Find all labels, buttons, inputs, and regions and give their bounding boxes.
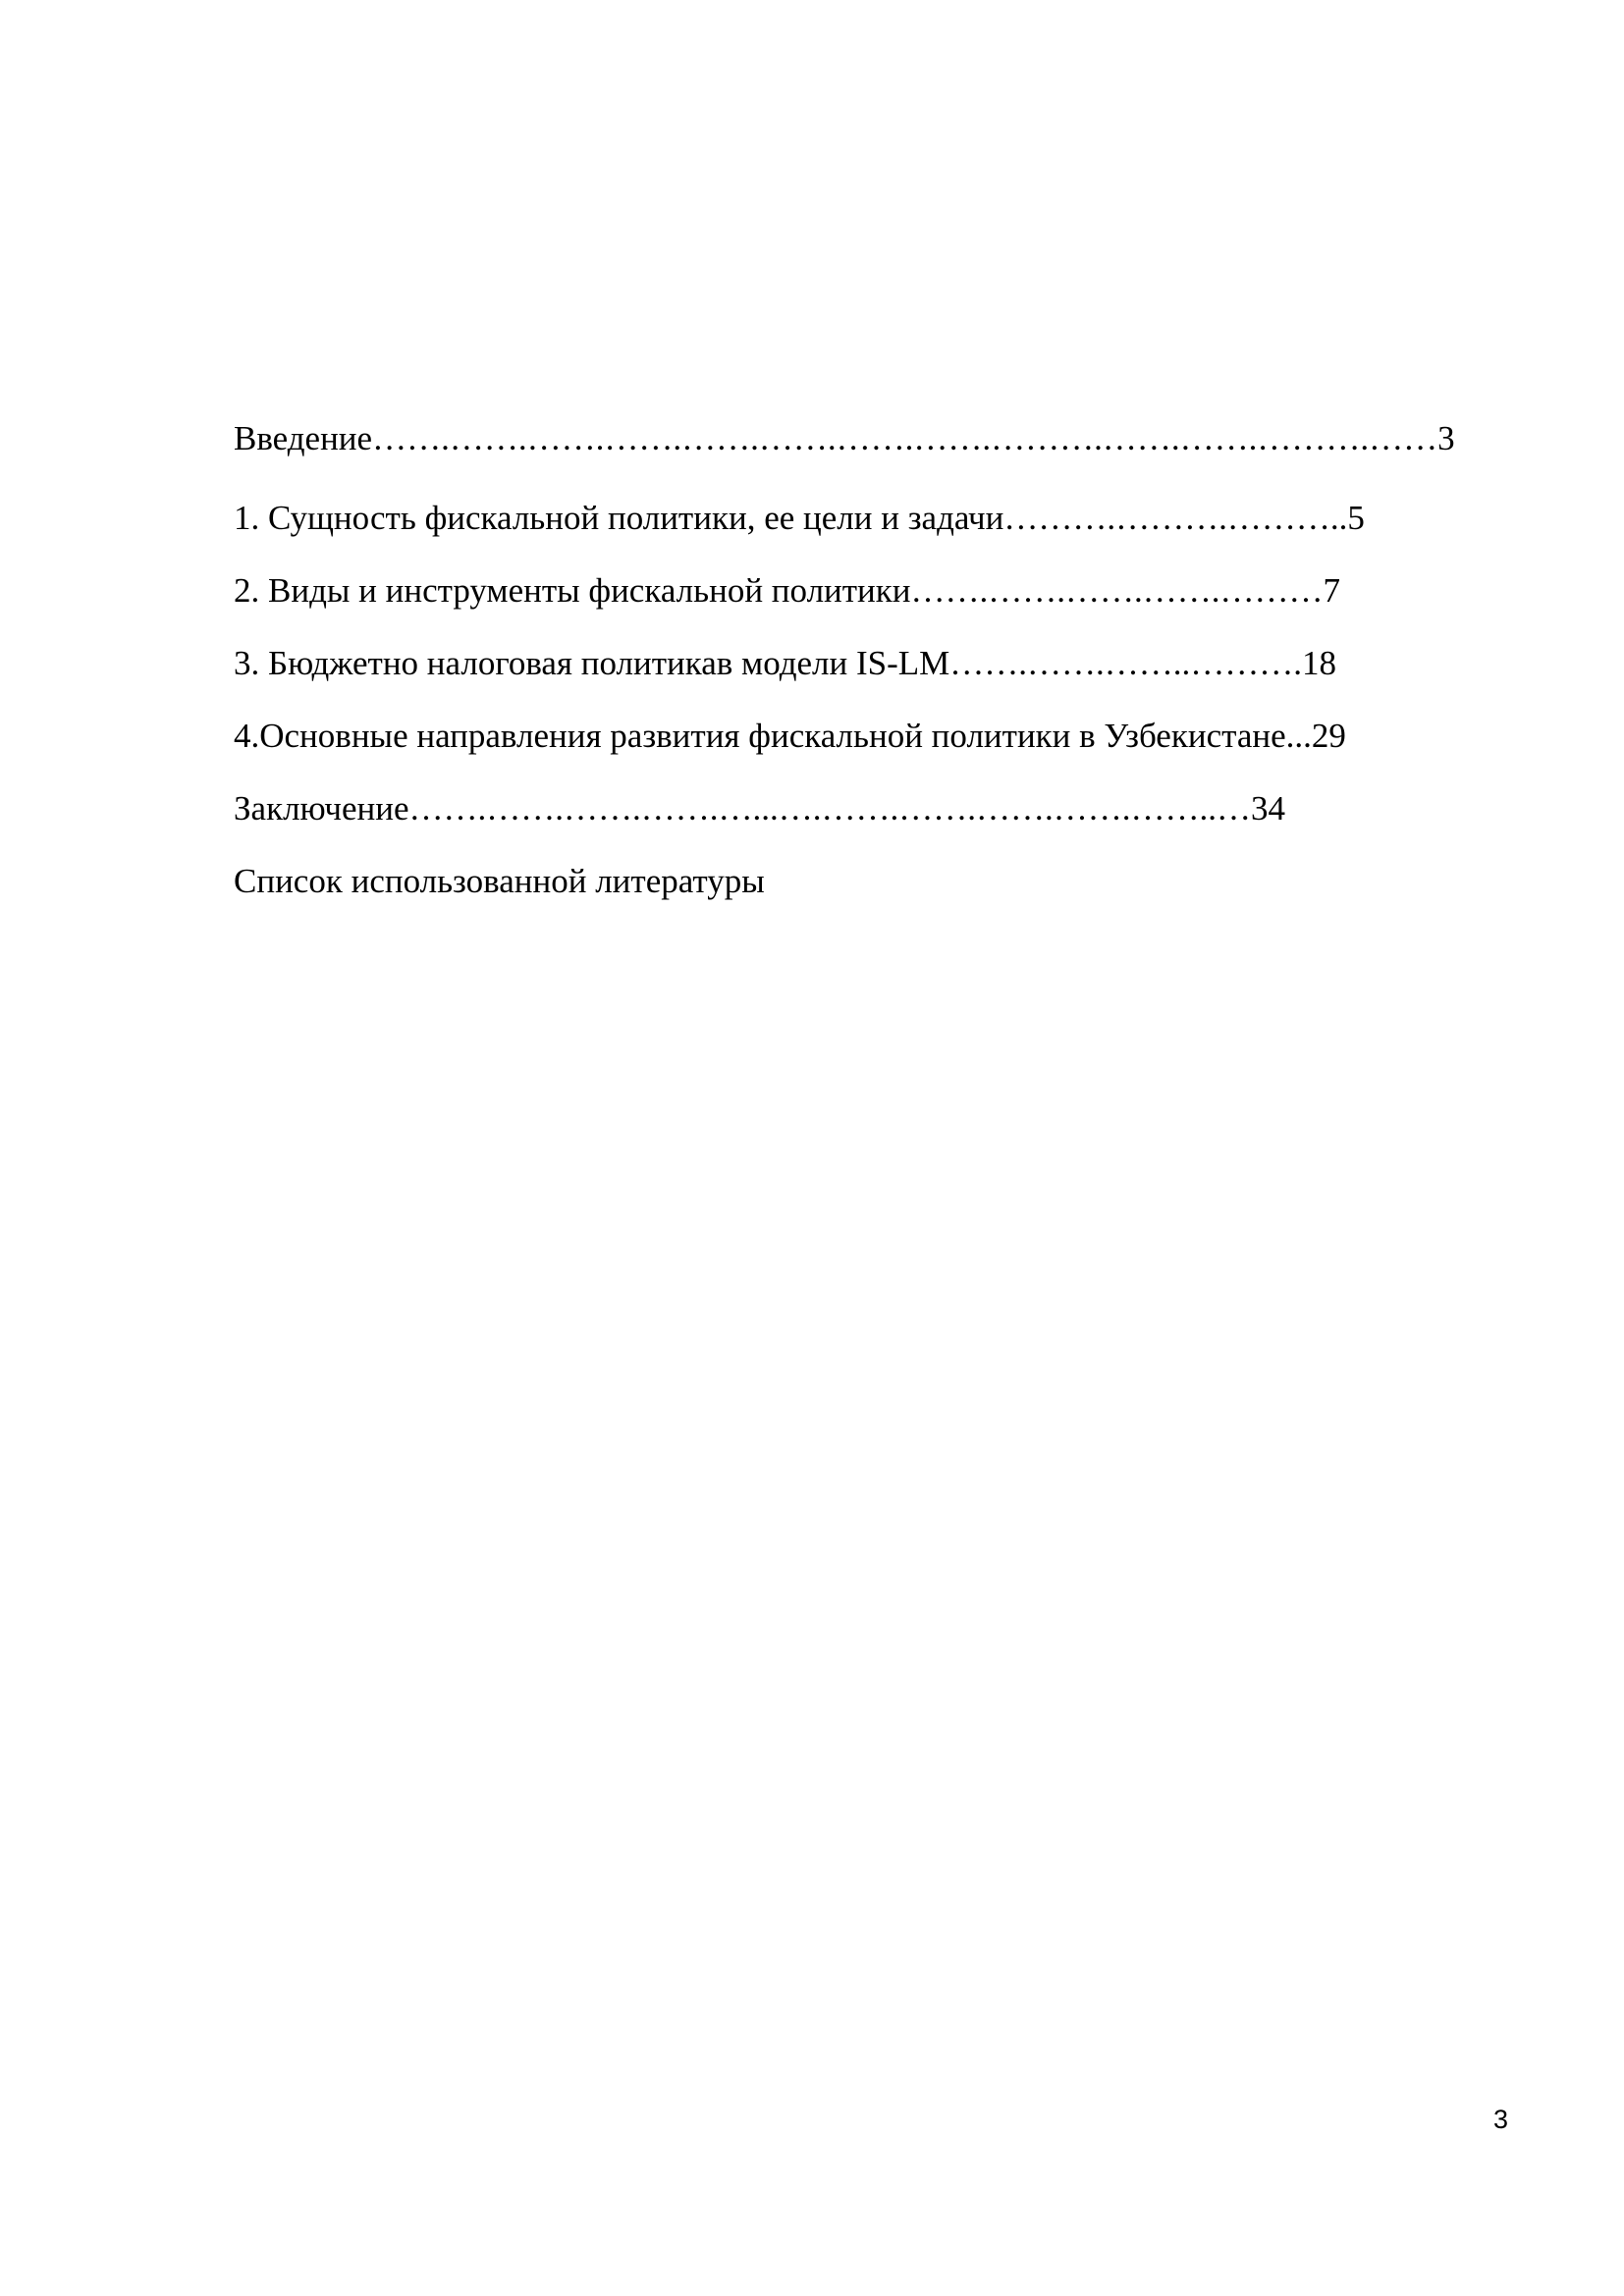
table-of-contents <box>234 417 1490 933</box>
toc-entry-conclusion: Заключение…….…….…….…….…...….…….…….…….…….……..…34 <box>234 789 1285 828</box>
page-number: 3 <box>1493 2105 1509 2134</box>
toc-entry-bibliography: Список использованной литературы <box>234 862 765 900</box>
toc-entry-chapter-3: 3. Бюджетно налоговая политикав модели IS-LM…….…….……..……….18 <box>234 644 1337 682</box>
toc-entry-chapter-4: 4.Основные направления развития фискальной политики в Узбекистане...29 <box>234 717 1346 755</box>
toc-entry-introduction: Введение…….…….…….…….…….…….…….…….……….…….…….……….……3 <box>234 419 1455 457</box>
toc-entry-chapter-2: 2. Виды и инструменты фискальной политики…….…….…….…….………7 <box>234 571 1341 610</box>
toc-entry-chapter-1: 1. Сущность фискальной политики, ее цели и задачи……….……….………..5 <box>234 499 1365 537</box>
